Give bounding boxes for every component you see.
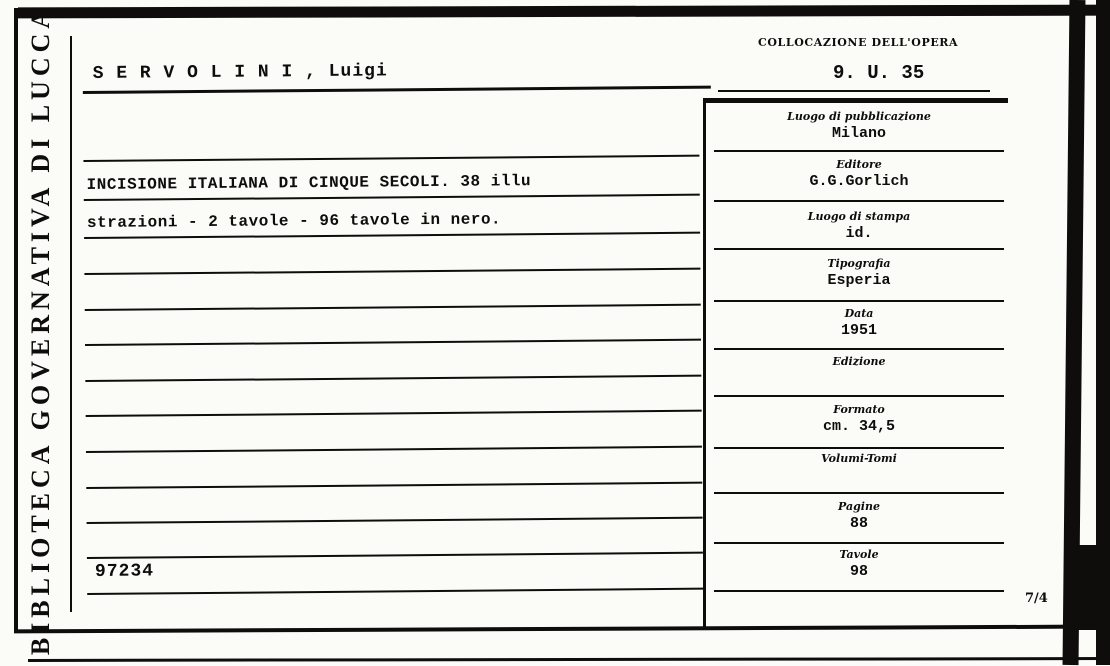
ruled-line — [86, 446, 702, 453]
field-edizione — [714, 355, 1004, 397]
field-data — [714, 307, 1004, 350]
field-value: Esperia — [827, 272, 891, 289]
author-heading: S E R V O L I N I , Luigi — [92, 61, 388, 84]
collocation-label: COLLOCAZIONE DELL'OPERA — [758, 36, 959, 49]
bibliographic-fields-column — [703, 103, 1009, 630]
field-pagine — [714, 500, 1004, 544]
field-label: Volumi-Tomi — [821, 452, 897, 465]
field-formato — [714, 403, 1004, 449]
field-value: G.G.Gorlich — [809, 173, 909, 190]
ruled-line — [85, 375, 701, 382]
ruled-line — [86, 482, 702, 489]
library-name: BIBLIOTECA GOVERNATIVA DI LUCCA — [26, 4, 55, 656]
field-value: cm. 34,5 — [822, 418, 895, 435]
field-label: Pagine — [838, 500, 880, 513]
field-editore — [714, 158, 1004, 202]
field-value: id. — [845, 225, 873, 242]
ruled-line — [87, 517, 703, 524]
field-tavole — [714, 548, 1004, 592]
collocation-underline — [718, 90, 990, 92]
title-line-1: INCISIONE ITALIANA DI CINQUE SECOLI. 38 illu — [86, 172, 532, 195]
field-label: Formato — [833, 403, 885, 416]
field-luogo-di-pubblicazione — [714, 110, 1004, 152]
field-label: Tavole — [839, 548, 879, 561]
field-value: 88 — [849, 515, 868, 532]
field-label: Luogo di pubblicazione — [787, 110, 931, 123]
ruled-line — [87, 552, 703, 559]
field-label: Edizione — [832, 355, 886, 368]
field-volumi-tomi — [714, 452, 1004, 494]
author-underline — [83, 86, 711, 94]
inventory-number: 97234 — [94, 561, 155, 582]
ruled-line — [83, 155, 699, 162]
ruled-line — [85, 339, 701, 346]
ruled-line — [85, 304, 701, 311]
field-label: Data — [844, 307, 874, 320]
field-label: Luogo di stampa — [807, 210, 911, 223]
ruled-line — [86, 410, 702, 417]
field-value: 98 — [849, 563, 868, 580]
ruled-line — [84, 268, 700, 275]
collocation-value: 9. U. 35 — [833, 62, 925, 84]
field-label: Tipografia — [827, 257, 891, 270]
ruled-line — [84, 194, 700, 201]
scan-artifact-blob — [1070, 545, 1110, 630]
field-value: 1951 — [840, 322, 877, 339]
field-label: Editore — [836, 158, 882, 171]
ruled-line — [84, 232, 700, 239]
field-luogo-di-stampa — [714, 210, 1004, 250]
field-tipografia — [714, 257, 1004, 302]
handwritten-corner-mark: 7/4 — [1025, 591, 1048, 606]
field-value: Milano — [831, 125, 886, 142]
title-line-2: strazioni - 2 tavole - 96 tavole in nero. — [86, 210, 502, 233]
ruled-line — [87, 588, 703, 595]
